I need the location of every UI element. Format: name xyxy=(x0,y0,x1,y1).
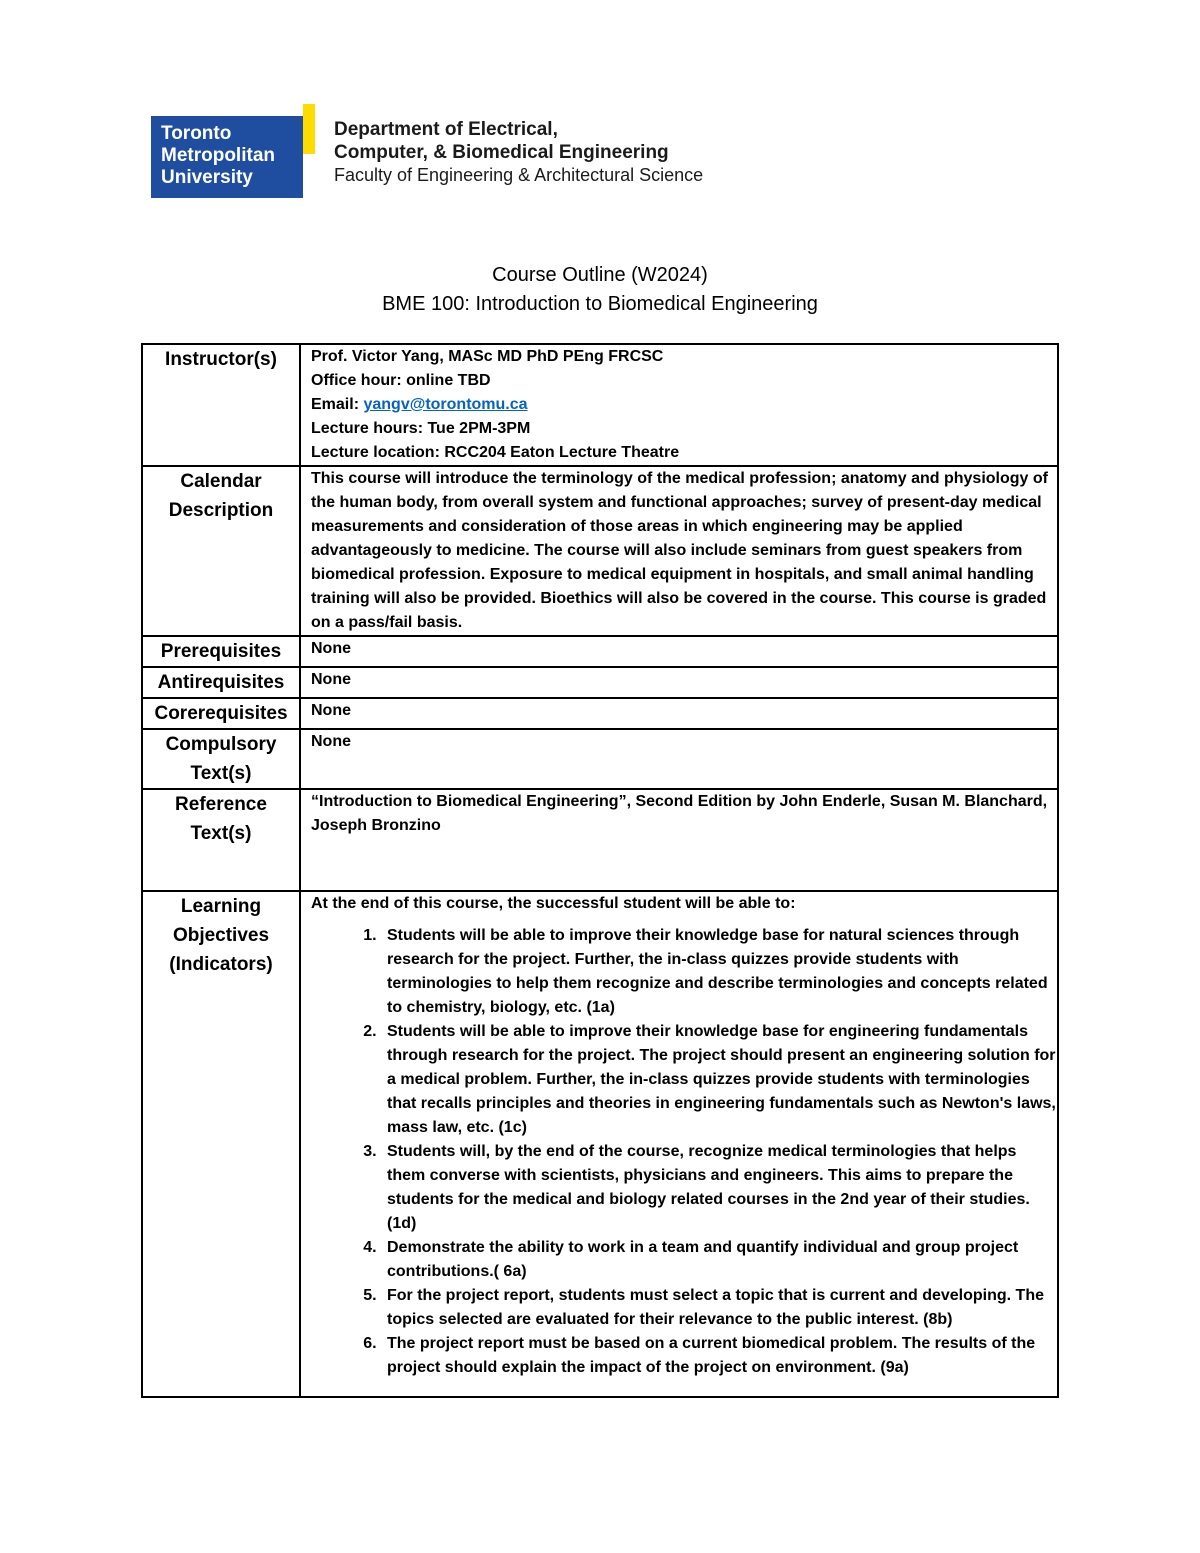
list-item: 2. Students will be able to improve their knowledge base for engineering fundamentals through research for the project. The project should present an engineering solution for a medical problem. Further, the in-class quizzes provide students with terminologies that recalls principles and theories in engineering fundamentals such as Newton's laws, mass law, etc. (1c) xyxy=(381,1020,1057,1140)
learning-objectives-label: Learning Objectives (Indicators) xyxy=(142,891,300,1397)
antirequisites-value: None xyxy=(300,667,1058,698)
corequisites-value: None xyxy=(300,698,1058,729)
university-name-line: Toronto xyxy=(161,123,232,144)
calendar-description-text: This course will introduce the terminology of the medical profession; anatomy and physiology of the human body, from overall system and functional approaches; survey of present-day medical measurements and consideration of those areas in which engineering may be applied advantageously to medicine. The course will also include seminars from guest speakers from biomedical profession. Exposure to medical equipment in hospitals, and small animal handling training will also be provided. Bioethics will also be covered in the course. This course is graded on a pass/fail basis. xyxy=(311,470,1048,631)
title-line-1: Course Outline (W2024) xyxy=(492,264,708,286)
university-name-line: University xyxy=(161,167,253,188)
reference-texts-label: Reference Text(s) xyxy=(142,789,300,891)
list-item: 5. For the project report, students must select a topic that is current and developing. The topics selected are evaluated for their relevance to the public interest. (8b) xyxy=(381,1284,1057,1332)
page-header xyxy=(151,104,751,196)
instructors-row xyxy=(142,344,1058,466)
corequisites-row xyxy=(142,698,1058,729)
title-line-2: BME 100: Introduction to Biomedical Engineering xyxy=(382,293,818,315)
compulsory-texts-label: Compulsory Text(s) xyxy=(142,729,300,789)
office-hour: Office hour: online TBD xyxy=(311,372,491,389)
department-name-line: Computer, & Biomedical Engineering xyxy=(334,142,669,163)
objectives-intro: At the end of this course, the successful student will be able to: xyxy=(311,895,796,912)
university-logo xyxy=(151,116,303,198)
reference-texts-row xyxy=(142,789,1058,891)
reference-texts-value: “Introduction to Biomedical Engineering”, Second Edition by John Enderle, Susan M. Blanchard, Joseph Bronzino xyxy=(300,789,1058,891)
learning-objectives-row xyxy=(142,891,1058,1397)
university-name-line: Metropolitan xyxy=(161,145,275,166)
faculty-name: Faculty of Engineering & Architectural Science xyxy=(334,165,704,185)
email-label: Email: xyxy=(311,396,360,413)
lecture-location: Lecture location: RCC204 Eaton Lecture Theatre xyxy=(311,444,680,461)
email-line xyxy=(311,393,1057,417)
instructors-label: Instructor(s) xyxy=(142,344,300,466)
prerequisites-row xyxy=(142,636,1058,667)
compulsory-texts-row xyxy=(142,729,1058,789)
corequisites-label: Corerequisites xyxy=(142,698,300,729)
instructor-name: Prof. Victor Yang, MASc MD PhD PEng FRCSC xyxy=(311,348,664,365)
instructors-content xyxy=(300,344,1058,466)
list-item: 1. Students will be able to improve their knowledge base for natural sciences through research for the project. Further, the in-class quizzes provide students with terminologies to help them recognize and describe terminologies and concepts related to chemistry, biology, etc. (1a) xyxy=(381,924,1057,1020)
calendar-description-content xyxy=(300,466,1058,636)
prerequisites-value: None xyxy=(300,636,1058,667)
antirequisites-label: Antirequisites xyxy=(142,667,300,698)
antirequisites-row xyxy=(142,667,1058,698)
document-title xyxy=(0,261,1200,319)
compulsory-texts-value: None xyxy=(300,729,1058,789)
lecture-hours: Lecture hours: Tue 2PM-3PM xyxy=(311,420,531,437)
calendar-description-label: Calendar Description xyxy=(142,466,300,636)
calendar-description-row xyxy=(142,466,1058,636)
learning-objectives-content xyxy=(300,891,1058,1397)
list-item: 3. Students will, by the end of the course, recognize medical terminologies that helps them converse with scientists, physicians and engineers. This aims to prepare the students for the medical and biology related courses in the 2nd year of their studies. (1d) xyxy=(381,1140,1057,1236)
email-link[interactable]: yangv@torontomu.ca xyxy=(363,396,528,413)
department-name-line: Department of Electrical, xyxy=(334,119,558,140)
logo-accent-bar xyxy=(303,104,315,154)
list-item: 6. The project report must be based on a current biomedical problem. The results of the project should explain the impact of the project on environment. (9a) xyxy=(381,1332,1057,1380)
objectives-list xyxy=(311,924,1057,1380)
department-block xyxy=(334,118,764,187)
list-item: 4. Demonstrate the ability to work in a team and quantify individual and group project contributions.( 6a) xyxy=(381,1236,1057,1284)
prerequisites-label: Prerequisites xyxy=(142,636,300,667)
course-outline-table xyxy=(141,343,1059,1398)
